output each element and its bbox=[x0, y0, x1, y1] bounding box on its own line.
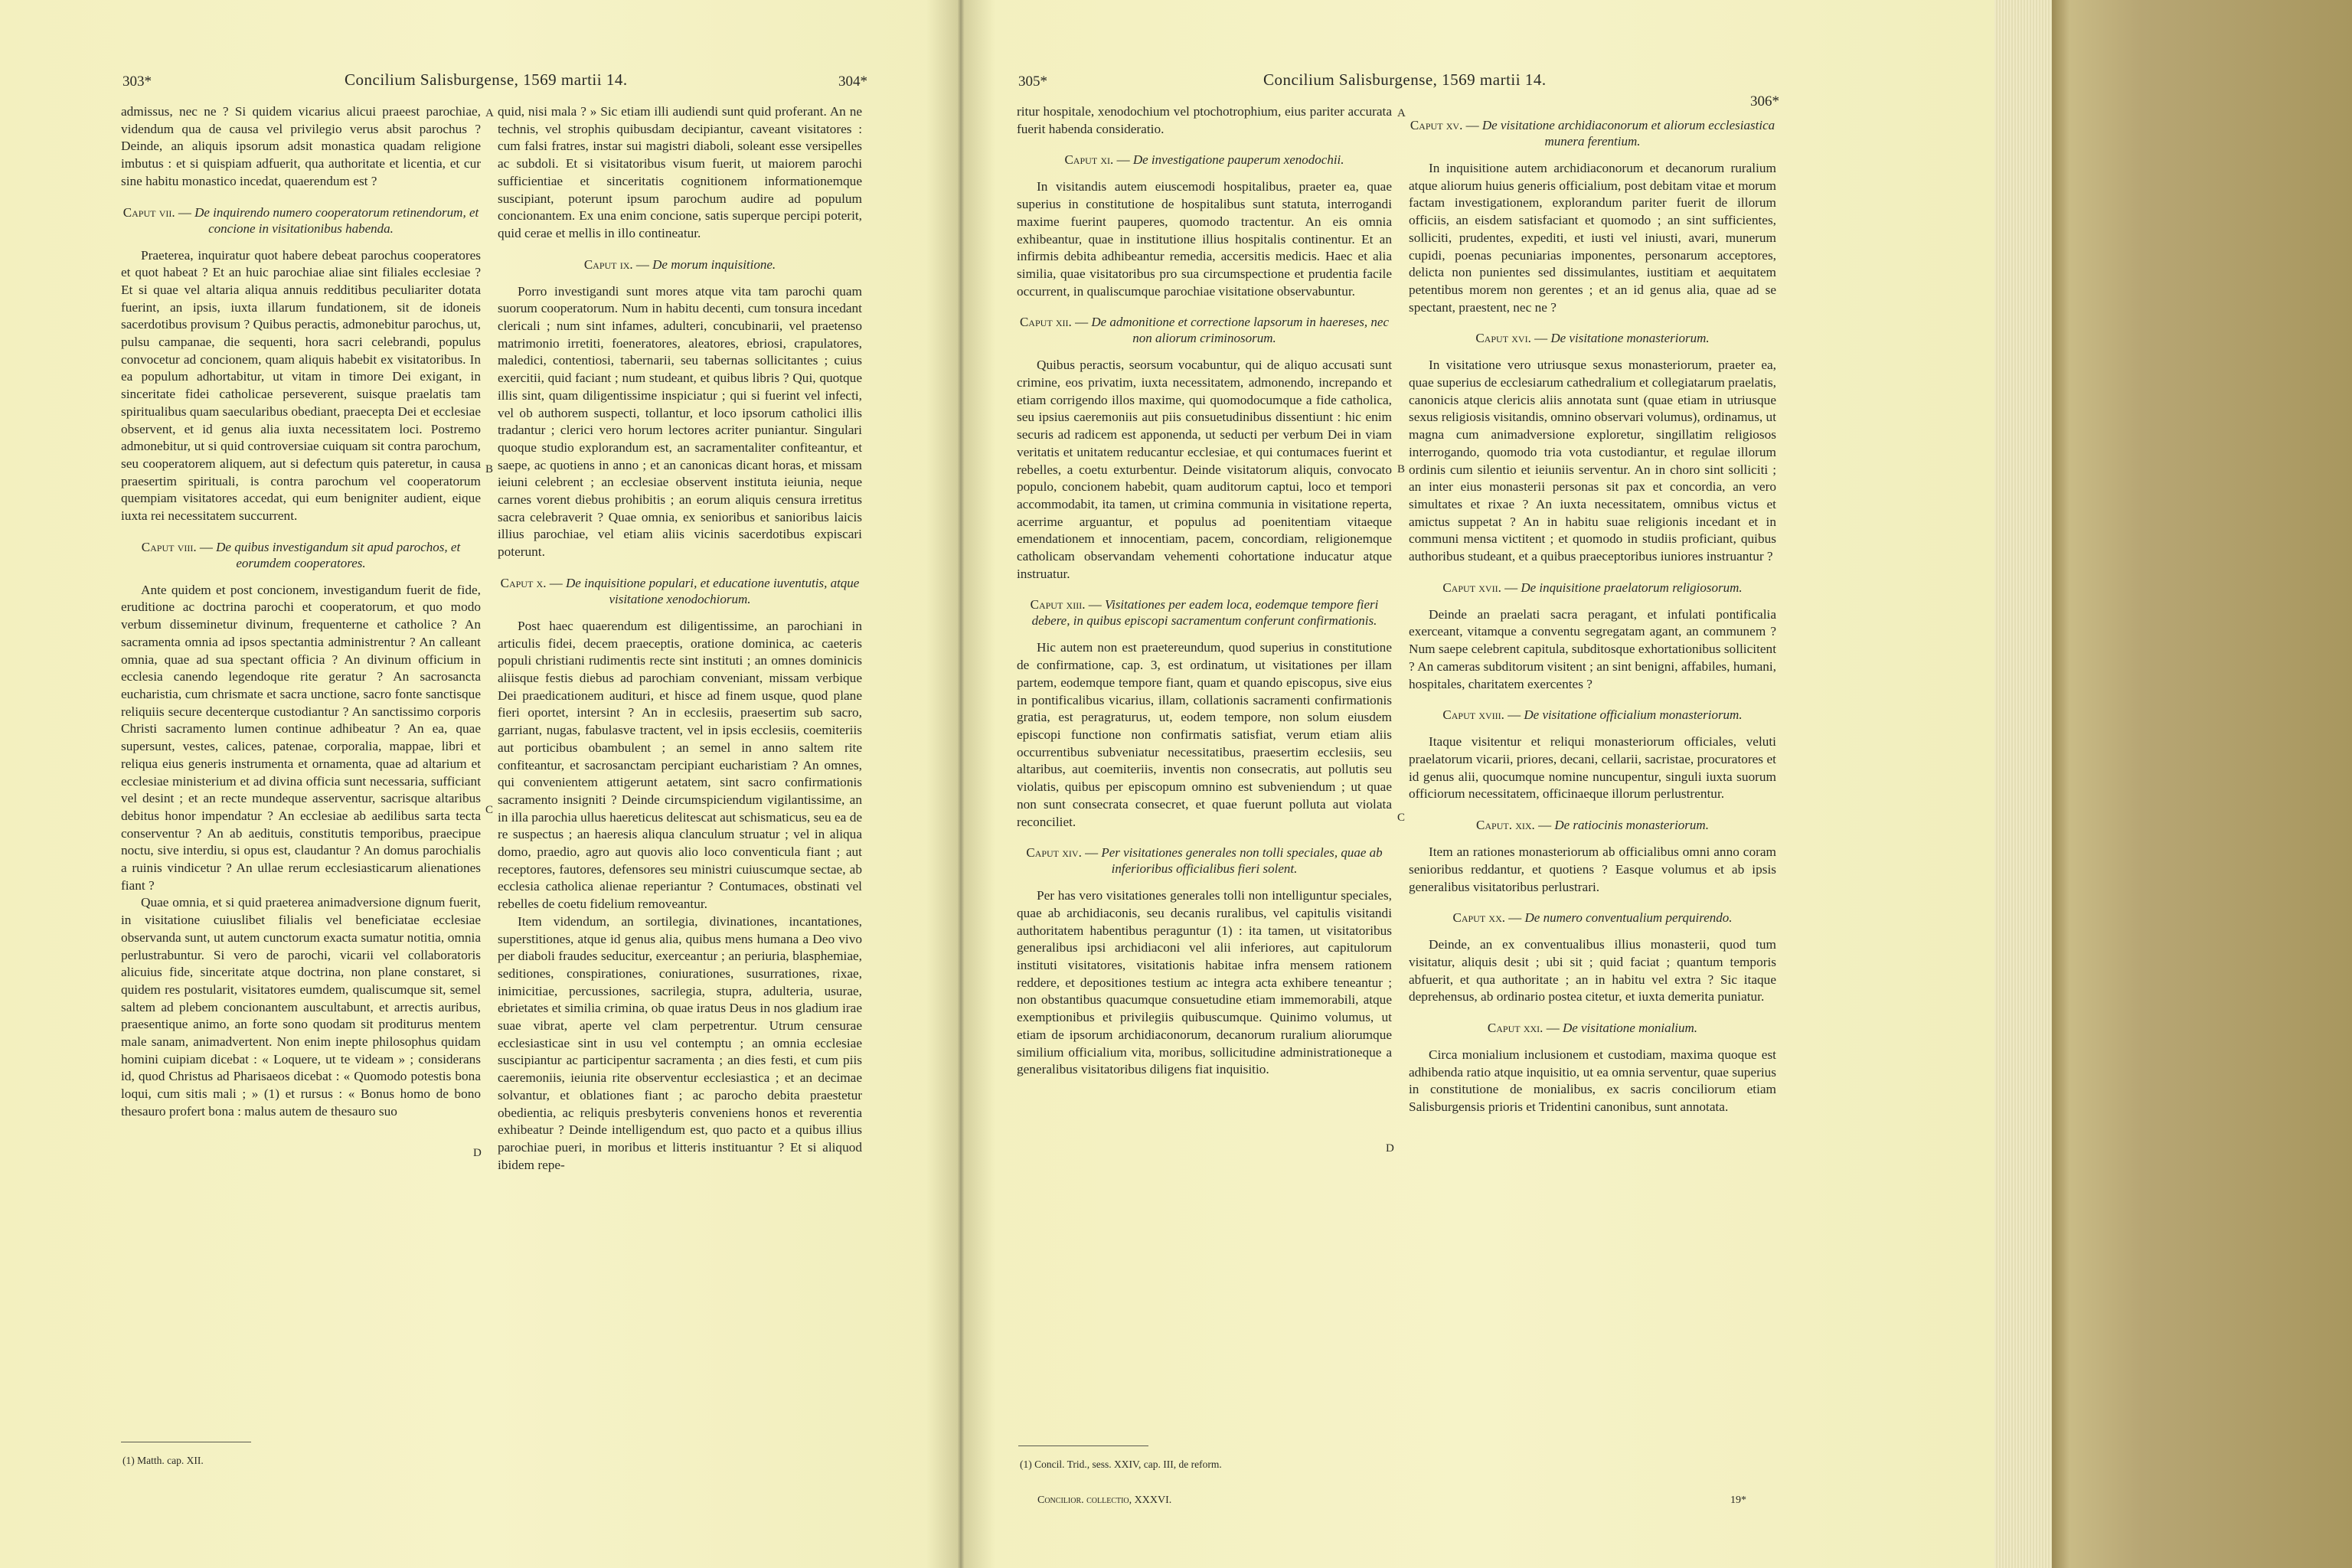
paragraph: Post haec quaerendum est diligentissime, an parochiani in articulis fidei, decem praeceptis, oratione dominica, ac caeteris populi christiani rudimentis recte sint instituti ; an omnes dominicis aliisque festis diebus ad parochiam conveniant, missam verbique Dei praedicationem audituri, et hisce ad finem usque, quod plane fieri oportet, intersint ? An in ecclesiis, praesertim sub sacro, garriant, nugas, fabulasve tractent, vel in ipsis ecclesiis, coemiteriis aut porticibus obambulent ; an semel in anno saltem rite confiteantur, et sacrosanctam percipiant eucharistiam ? An omnes, qui convenientem attigerunt aetatem, sint sacro confirmationis sacramento insigniti ? Deinde circumspiciendum vigilantissime, an in illa parochia ullus haereticus delitescat aut schismaticus, seu ea de re suspectus ; an haeresis aliqua clanculum struatur ; vel in aliqua domo, praedio, agro aut quovis alio loco conventicula fiant ; aut receptores, fautores, defensores seu ministri cuiuscumque sectae, ab ecclesia catholica alienae reperiantur ? Contumaces, obstinati vel rebelles de coetu fidelium removeantur. bbox=[498, 618, 862, 912]
page-number-left: 303* bbox=[122, 74, 152, 90]
margin-letter-a: A bbox=[1397, 107, 1406, 119]
chapter-label: Caput xvii. bbox=[1442, 580, 1501, 595]
chapter-title: De ratiocinis monasteriorum. bbox=[1554, 818, 1709, 833]
signature-line: Concilior. collectio, XXXVI. bbox=[1037, 1494, 1172, 1506]
chapter-title: De quibus investigandum sit apud parochos, et eorumdem cooperatores. bbox=[216, 539, 461, 570]
chapter-heading bbox=[1017, 314, 1392, 346]
chapter-title: De morum inquisitione. bbox=[652, 256, 776, 272]
chapter-title: De admonitione et correctione lapsorum in haereses, nec non aliorum criminosorum. bbox=[1091, 315, 1390, 346]
chapter-title: De visitatione monialium. bbox=[1562, 1021, 1698, 1036]
paragraph: In inquisitione autem archidiaconorum et decanorum ruralium atque aliorum huius generis officialium, post debitam vitae et morum factam investigationem, explorandum pariter fuerit de illorum officiis, an eisdem satisfaciant et quomodo ; an sint sufficientes, solliciti, prudentes, expediti, et iusti vel iniusti, avari, munerum cupidi, poenas pecuniarias imponentes, personarum acceptores, delicta non punientes sed dissimulantes, iustitiam et aequitatem petentibus morem non gerentes ; et an id genus alia, quae ad se spectant, praestent, nec ne ? bbox=[1409, 161, 1776, 315]
chapter-label: Caput vii. bbox=[122, 204, 175, 220]
chapter-heading bbox=[1409, 817, 1776, 833]
footnote: (1) Matth. cap. XII. bbox=[122, 1455, 204, 1466]
paragraph: Deinde an praelati sacra peragant, et infulati pontificalia exerceant, vitamque a conventu segregatam agant, an communem ? Num saepe celebrent capitula, subditosque exhortationibus sollicitent ? An cameras subditorum visitent ; an sint benigni, affabiles, humani, hospitales, charitatem exercentes ? bbox=[1409, 606, 1776, 691]
margin-letter-c: C bbox=[485, 804, 494, 816]
chapter-dash: — bbox=[632, 256, 653, 272]
chapter-dash: — bbox=[1543, 1021, 1563, 1036]
chapter-heading bbox=[1409, 580, 1776, 596]
paragraph: quid, nisi mala ? » Sic etiam illi audiendi sunt quid proferant. An ne technis, vel strophis quibusdam decipiantur, caveant visitatores : cum falsi fratres, instar sui magistri diaboli, soleant esse versipelles ac subdoli. Et si visitatoribus visum fuerit, ut maiorem parochi sufficientiae et sinceritatis cognitionem informationemque suscipiant, poterunt ipsum parochum audire ad populum concionantem. Ex una enim concione, satis superque percipi poterit, quid cerae et mellis in illo contineatur. bbox=[498, 104, 862, 240]
chapter-title: Visitationes per eadem loca, eodemque tempore fieri debere, in quibus episcopi sacramentum conferunt confirmationis. bbox=[1031, 597, 1379, 629]
text-column-2 bbox=[1409, 103, 1776, 1116]
chapter-dash: — bbox=[546, 575, 566, 590]
chapter-title: De visitatione monasteriorum. bbox=[1550, 331, 1710, 346]
chapter-dash: — bbox=[1081, 845, 1102, 861]
running-head: Concilium Salisburgense, 1569 martii 14. bbox=[1263, 70, 1547, 89]
chapter-label: Caput. xix. bbox=[1476, 818, 1535, 833]
paragraph: Item videndum, an sortilegia, divinationes, incantationes, superstitiones, atque id genus alia, quibus mens humana a Deo vivo per diaboli fraudes seducitur, exerceantur ; an periuria, blasphemiae, seditiones, conspirationes, coniurationes, susurrationes, rixae, inimicitiae, percussiones, sacrilegia, stupra, adulteria, usurae, ebrietates et similia crimina, ob quae iratus Deus in nos gladium irae suae vibrat, aperte vel clam perpetrentur. Utrum censurae ecclesiasticae sint in usu vel contemptu ; an omnia ecclesiae suscipiantur ac participentur sacramenta ; an dies festi, et cum piis caeremoniis, ieiunia rite observentur ecclesiastica ; et an decimae solvantur, et oblationes fiant ; ac parocho debita praestetur obedientia, ac reliquis presbyteris conveniens honos et reverentia exhibeatur ? Deinde intelligendum est, quo pacto et a quibus illius parochiae pueri, in moribus et litteris instituantur ? Et si aliquod ibidem repe- bbox=[498, 913, 862, 1172]
chapter-dash: — bbox=[1505, 910, 1525, 926]
chapter-label: Caput xiv. bbox=[1026, 845, 1082, 861]
chapter-label: Caput viii. bbox=[141, 539, 197, 554]
page-number-right: 306* bbox=[1750, 93, 1779, 109]
chapter-title: De numero conventualium perquirendo. bbox=[1524, 910, 1733, 926]
text-column-2 bbox=[498, 103, 862, 1174]
chapter-title: De investigatione pauperum xenodochii. bbox=[1132, 152, 1344, 168]
right-page bbox=[957, 0, 1994, 1568]
book-cover bbox=[2052, 0, 2352, 1568]
paragraph: Per has vero visitationes generales tolli non intelliguntur speciales, quae ab archidiaconis, seu decanis ruralibus, vel capitulis visitandi authoritatem habentibus peraguntur (1) : ita tamen, ut visitatoribus generalibus ipsi archidiaconi vel alii inferiores, aut capitulorum instituti visitatores, visitationis habitae infra mensem rationem reddere, et depositiones testium ac integra acta exhibere teneantur ; non obstantibus quacumque consuetudine etiam immemorabili, atque exemptionibus et privilegiis quibuscumque. Quinimo volumus, ut etiam de ipsorum archidiaconorum, decanorum ruralium aliorumque similium officialium vita, moribus, sollicitudine administrationeque a generalibus visitatoribus diligens fiat inquisitio. bbox=[1017, 888, 1392, 1077]
chapter-heading bbox=[498, 575, 862, 607]
paragraph: admissus, nec ne ? Si quidem vicarius alicui praeest parochiae, videndum qua de causa vel privilegio verus absit parochus ? Deinde, an aliquis ipsorum adsit monastica quadam religione imbutus : et si quispiam adfuerit, qua authoritate et licentia, et cur sine habitu monastico incedat, quaerendum est ? bbox=[121, 104, 481, 188]
chapter-dash: — bbox=[1534, 818, 1555, 833]
chapter-label: Caput ix. bbox=[583, 256, 633, 272]
chapter-title: De inquisitione praelatorum religiosorum. bbox=[1521, 580, 1743, 595]
chapter-dash: — bbox=[1462, 118, 1482, 132]
chapter-dash: — bbox=[196, 539, 217, 554]
paragraph: Porro investigandi sunt mores atque vita tam parochi quam suorum cooperatorum. Num in habitu decenti, cum tonsura incedant clericali ; num sint infames, adulteri, concubinarii, vel praetenso matrimonio irretiti, foeneratores, aleatores, ebriosi, crapulatores, maledici, contentiosi, tabernarii, seu tabernas sollicitantes ; cuius exercitii, quid faciant ; num studeant, et quibus libris ? Qui, quotque illis sint, quam diligentissime inspiciatur ; qui si fuerint vel infecti, vel ob authorem suspecti, tollantur, et loco ipsorum catholici illis tradantur ; clerici vero horum lectores acriter puniantur. Singulari quoque studio explorandum est, an sacramentaliter confiteantur, et saepe, ac quotiens in anno ; et an canonicas dicant horas, et missam ieiuni celebrent ; an ecclesiae observent instituta ieiunia, neque carnes vorent diebus prohibitis ; an eorum aliquis censura irretitus sacra celebraverit ? Quae omnia, ex senioribus et sanioribus laicis illius parochiae, vel etiam aliis vicinis sacerdotibus expiscari poterunt. bbox=[498, 283, 862, 560]
margin-letter-d: D bbox=[1386, 1142, 1394, 1155]
signature-mark: 19* bbox=[1730, 1494, 1746, 1506]
chapter-label: Caput xviii. bbox=[1442, 707, 1504, 723]
text-column-1 bbox=[1017, 103, 1392, 1079]
margin-letter-c: C bbox=[1397, 812, 1406, 824]
paragraph: ritur hospitale, xenodochium vel ptochotrophium, eius pariter accurata fuerit habenda consideratio. bbox=[1017, 104, 1392, 136]
left-page bbox=[0, 0, 957, 1568]
chapter-label: Caput xii. bbox=[1019, 315, 1072, 330]
page-gutter bbox=[926, 0, 995, 1568]
chapter-dash: — bbox=[175, 204, 195, 220]
chapter-title: De inquirendo numero cooperatorum retinendorum, et concione in visitationibus habenda. bbox=[194, 204, 479, 236]
margin-letter-b: B bbox=[1397, 463, 1406, 475]
chapter-heading bbox=[1409, 1020, 1776, 1036]
chapter-heading bbox=[121, 204, 481, 237]
chapter-title: Per visitationes generales non tolli speciales, quae ab inferioribus officialibus fieri solent. bbox=[1101, 845, 1383, 877]
paragraph: Circa monialium inclusionem et custodiam, maxima quoque est adhibenda ratio atque inquisitio, ut ea omnia serventur, quae superius in constitutione de monialibus, ex sacris conciliorum etiam Salisburgensis prioris et Tridentini canonibus, sunt annotata. bbox=[1409, 1047, 1776, 1115]
chapter-heading bbox=[1409, 910, 1776, 926]
paragraph: Praeterea, inquiratur quot habere debeat parochus cooperatores et quot habeat ? Et an huic parochiae aliae sint filiales ecclesiae ? Et si quae vel altaria aliqua annuis redditibus peculiariter dotata fuerint, an ipsis, iuxta illarum fundationem, sit de idoneis sacerdotibus provisum ? Quibus peractis, admonebitur parochus, ut, pulsu campanae, die sequenti, hora sacri celebrandi, populus convocetur ad concionem, quam aliquis habebit ex visitatoribus. In ea populum adhortabitur, ut vitam in timore Dei exigant, in sinceritate fidei catholicae perseverent, suisque praelatis tam spiritualibus quam saecularibus obediant, praecepta Dei et ecclesiae observent, et id genus alia iuxta necessitatem loci. Postremo admonebitur, ut si quid controversiae cuiquam sit contra parochum, seu cooperatorem aliquem, aut si defectum quis pateretur, in causa praesertim spirituali, is contra parochum vel cooperatorum quempiam visitatores accedat, qui eum benigniter audient, eique iuxta rei necessitatem succurrent. bbox=[121, 247, 481, 524]
footnote: (1) Concil. Trid., sess. XXIV, cap. III, de reform. bbox=[1020, 1459, 1222, 1470]
chapter-heading bbox=[1017, 596, 1392, 629]
chapter-heading bbox=[1409, 330, 1776, 346]
paragraph: In visitandis autem eiuscemodi hospitalibus, praeter ea, quae superius in constitutione de hospitalibus sunt statuta, interrogandi maxime fuerint pauperes, quomodo tractentur. An eis omnia exhibeantur, quae in institutione illius hospitalis continentur. Et an infirmis debita adhibeantur remedia, accersitis medicis. Haec et alia similia, quae visitatoribus pro sua circumspectione et prudentia facile occurrent, in qualiscumque parochiae visitatione observabuntur. bbox=[1017, 179, 1392, 299]
paragraph: In visitatione vero utriusque sexus monasteriorum, praeter ea, quae superius de ecclesiarum cathedralium et collegiatarum praelatis, canonicis atque clericis aliis annotata sunt (quae etiam in utriusque sexus religiosis visitandis, omnino observari volumus), ordinamus, ut magna cum animadversione exploretur, singillatim religiosos interrogando, quomodo tria vota custodiantur, et regulae illorum ordinis cum silentio et ieiuniis serventur. An in choro sint solliciti ; an inter eius monasterii personas sit pax et concordia, an vero simultates et rixae ? An iuxta necessitatem, omnibus victus et amictus suppetat ? An in habitu suae religionis incedant et in communi mensa victitent ; et quomodo in studiis proficiant, quibus authoribus studeant, et a quibus praeceptoribus iuniores instruantur ? bbox=[1409, 358, 1777, 564]
chapter-heading bbox=[1409, 117, 1776, 149]
page-edges bbox=[1994, 0, 2052, 1568]
chapter-dash: — bbox=[1504, 707, 1524, 723]
margin-letter-d: D bbox=[473, 1147, 482, 1159]
margin-letter-a: A bbox=[485, 107, 494, 119]
paragraph: Item an rationes monasteriorum ab officialibus omni anno coram senioribus reddantur, et quotiens ? Easque volumus et ab ipsis generalibus visitatoribus perlustrari. bbox=[1409, 844, 1776, 894]
chapter-heading bbox=[1017, 152, 1392, 168]
chapter-heading bbox=[1017, 844, 1392, 877]
chapter-dash: — bbox=[1071, 315, 1092, 330]
chapter-heading bbox=[121, 539, 481, 571]
chapter-label: Caput xiii. bbox=[1030, 597, 1086, 612]
margin-letter-b: B bbox=[485, 463, 494, 475]
chapter-label: Caput xv. bbox=[1410, 118, 1463, 132]
chapter-label: Caput xxi. bbox=[1487, 1021, 1544, 1036]
chapter-dash: — bbox=[1530, 331, 1551, 346]
chapter-label: Caput xi. bbox=[1064, 152, 1114, 168]
chapter-label: Caput xvi. bbox=[1475, 331, 1531, 346]
chapter-dash: — bbox=[1501, 580, 1521, 595]
paragraph: Quibus peractis, seorsum vocabuntur, qui de aliquo accusati sunt crimine, eos privatim, iuxta necessitatem, admonendo, increpando et etiam corrigendo illos maxime, qui quomodocumque a fide catholica, seu ipsius caeremoniis aut piis consuetudinibus dissentiunt : hic enim securis ad radicem est apponenda, ut seducti per verbum Dei in viam veritatis et unitatem reducantur ecclesiae, et qui contumaces fuerint et rebelles, a coetu exturbentur. Deinde visitatorum aliquis, convocato populo, concionem habebit, quam auditorum captui, loco et tempori accommodabit, ita tamen, ut crimina communia in visitatione reperta, acerrime arguantur, et populus ad poenitentiam vitaeque emendationem et innocentiam, pacem, concordiam, religionemque catholicam observandam vehementi cohortatione inducatur atque instruatur. bbox=[1017, 358, 1392, 581]
page-number-left: 305* bbox=[1018, 74, 1047, 90]
text-column-1 bbox=[121, 103, 481, 1121]
chapter-label: Caput x. bbox=[500, 575, 547, 590]
chapter-heading bbox=[498, 256, 862, 273]
chapter-title: De inquisitione populari, et educatione iuventutis, atque visitatione xenodochiorum. bbox=[565, 575, 860, 606]
chapter-dash: — bbox=[1113, 152, 1133, 168]
paragraph: Itaque visitentur et reliqui monasteriorum officiales, veluti praelatorum vicarii, priores, decani, cellarii, sacristae, procuratores et id genus alii, quocumque nomine nuncupentur, singuli iuxta suorum officiorum necessitatem, officinaeque illorum perlustrentur. bbox=[1409, 734, 1776, 802]
page-number-right: 304* bbox=[838, 74, 867, 90]
paragraph: Quae omnia, et si quid praeterea animadversione dignum fuerit, in visitatione cuiuslibet filialis vel beneficiatae ecclesiae observanda sunt, ut autem cunctorum exacta sumatur notitia, omnia perlustrabuntur. Si vero de parochi, vicarii vel collaboratoris alicuius fide, sinceritate atque doctrina, non plane constaret, si quidem res postularit, visitatores eumdem, qualiscumque sit, semel saltem ad plebem concionantem auscultabunt, et arrectis auribus, praesentique animo, an forte sono quodam sit proditurus mentem male sanam, animadvertent. Non enim inepte philosophus quidam homini cuipiam dicebat : « Loquere, ut te videam » ; considerans id, quod Christus ad Pharisaeos dicebat : « Quomodo potestis bona loqui, cum sitis mali ; » (1) et rursus : « Bonus homo de bono thesauro profert bona : malus autem de thesauro suo bbox=[121, 895, 481, 1119]
chapter-title: De visitatione officialium monasteriorum. bbox=[1524, 707, 1743, 723]
chapter-dash: — bbox=[1085, 597, 1105, 612]
paragraph: Deinde, an ex conventualibus illius monasterii, quod tum visitatur, aliquis desit ; ubi sit ; quid faciat ; quantum temporis abfuerit, et qua authoritate ; an in habitu vel extra ? Sic itaque deprehensus, ab ordinario postea citetur, et iuxta demerita puniatur. bbox=[1409, 937, 1776, 1004]
paragraph: Hic autem non est praetereundum, quod superius in constitutione de confirmatione, cap. 3, est ordinatum, ut visitationes per illam partem, eodemque tempore fiant, quam et quando episcopus, sive eius in pontificalibus vicarius, illam, collationis sacramenti confirmationis gratia, est peragraturus, ut, eodem tempore, non solum eiusdem episcopi functione non confirmatis satisfiat, verum etiam aliis occurrentibus subveniatur necessitatibus, praesertim ecclesiis, seu altaribus, aut coemiteriis, inventis non consecratis, aut pollutis seu violatis, quibus per episcopum omnino est subveniendum ; ut quae non sunt consecrata consecret, et quae fuerunt polluta aut violata reconciliet. bbox=[1017, 640, 1392, 829]
chapter-label: Caput xx. bbox=[1452, 910, 1505, 926]
chapter-title: De visitatione archidiaconorum et aliorum ecclesiastica munera ferentium. bbox=[1481, 118, 1775, 149]
paragraph: Ante quidem et post concionem, investigandum fuerit de fide, eruditione ac doctrina parochi et cooperatorum, et quo modo verbum disseminetur divinum, frequenterne et catholice ? An sacramenta omnia ad ipsos spectantia administrentur ? An calleant omnia, quae ad sua spectant officia ? An divinum officium in ecclesia canendo legendoque rite geratur ? An sacrosancta eucharistia, cum chrismate et sacra unctione, sacro fonte sanctisque reliquiis secure decenterque custodiantur ? An sanctissimo corporis Christi sacramento lumen continue adhibeatur ? An ea, quae supersunt, vestes, calices, patenae, corporalia, mappae, libri et reliqua eius generis instrumenta et ornamenta, quae ad altarium et ecclesiae ministerium et ad divina officia sunt necessaria, sufficiant vel desint ; et an recte mundeque asserventur, sacrisque altaribus debitus honor impendatur ? An ecclesiae ab aedilibus sarta tecta conserventur ? An ab aedituis, constitutis temporibus, praecipue noctu, sive interdiu, si opus est, claudantur ? An domus parochialis a ruinis vindicetur ? An ullae rerum ecclesiasticarum alienationes fiant ? bbox=[121, 582, 481, 893]
chapter-heading bbox=[1409, 707, 1776, 723]
running-head: Concilium Salisburgense, 1569 martii 14. bbox=[345, 70, 628, 89]
